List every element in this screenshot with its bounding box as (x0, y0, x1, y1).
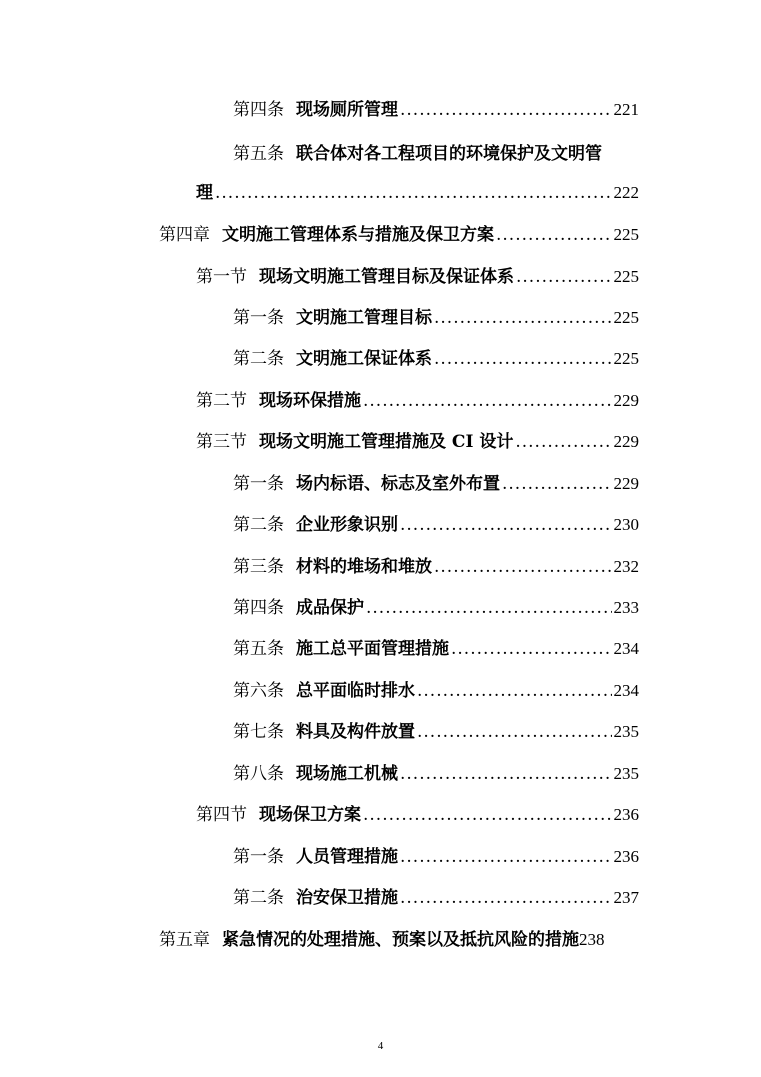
toc-entry-page: 232 (613, 557, 639, 576)
toc-entry-number: 第五条 (233, 144, 284, 164)
toc-entry-number: 第五章 (159, 930, 210, 950)
toc-entry[interactable] (233, 597, 639, 619)
toc-entry-page: 237 (613, 888, 639, 907)
toc-leader-dots (502, 473, 612, 495)
toc-entry-page: 236 (613, 805, 639, 824)
toc-leader-dots (451, 638, 612, 660)
toc-entry-number: 第二条 (233, 888, 284, 908)
toc-entry-number: 第四章 (159, 225, 210, 245)
toc-entry[interactable] (233, 348, 639, 370)
toc-entry[interactable] (233, 514, 639, 536)
toc-leader-dots (215, 182, 612, 204)
toc-entry[interactable] (233, 473, 639, 495)
toc-entry-title: 人员管理措施 (296, 847, 398, 867)
toc-entry-page: 221 (613, 100, 639, 119)
toc-entry[interactable] (233, 680, 639, 702)
toc-entry-page: 225 (613, 267, 639, 286)
toc-entry-number: 第一条 (233, 474, 284, 494)
toc-entry-page: 230 (613, 515, 639, 534)
toc-entry[interactable] (196, 266, 639, 288)
toc-entry-number: 第六条 (233, 681, 284, 701)
toc-entry-page: 225 (613, 308, 639, 327)
toc-entry-number: 第二条 (233, 349, 284, 369)
toc-entry-number: 第七条 (233, 722, 284, 742)
toc-entry-title: 文明施工管理目标 (296, 308, 432, 328)
toc-entry-page: 238 (579, 930, 605, 949)
toc-entry-number: 第四条 (233, 100, 284, 120)
toc-leader-dots (417, 721, 612, 743)
toc-entry-page: 235 (613, 764, 639, 783)
toc-entry-number: 第一条 (233, 847, 284, 867)
toc-entry-page: 234 (613, 681, 639, 700)
page-number: 4 (377, 1040, 384, 1052)
toc-entry[interactable] (233, 638, 639, 660)
toc-leader-dots (400, 887, 612, 909)
toc-entry[interactable] (233, 99, 639, 121)
toc-entry[interactable] (233, 143, 639, 165)
toc-leader-dots (363, 804, 612, 826)
toc-entry-number: 第五条 (233, 639, 284, 659)
toc-entry-title: 总平面临时排水 (296, 681, 415, 701)
toc-entry-title: 材料的堆场和堆放 (296, 557, 432, 577)
toc-entry-number: 第二条 (233, 515, 284, 535)
toc-leader-dots (434, 348, 612, 370)
toc-entry[interactable] (233, 887, 639, 909)
toc-leader-dots (434, 307, 612, 329)
toc-entry-title: 施工总平面管理措施 (296, 639, 449, 659)
toc-entry[interactable] (159, 224, 639, 246)
toc-entry-title: 紧急情况的处理措施、预案以及抵抗风险的措施 (222, 930, 579, 950)
toc-leader-dots (400, 846, 612, 868)
toc-entry-title: 现场环保措施 (259, 391, 361, 411)
toc-entry-title: 企业形象识别 (296, 515, 398, 535)
toc-leader-dots (366, 597, 612, 619)
toc-entry-title: 理 (196, 183, 213, 203)
toc-leader-dots (515, 431, 611, 453)
toc-entry-page: 236 (613, 847, 639, 866)
toc-entry[interactable] (233, 763, 639, 785)
toc-entry-page: 225 (613, 225, 639, 244)
toc-entry-title: 现场文明施工管理措施及 CI 设计 (259, 432, 514, 452)
toc-entry-title: 料具及构件放置 (296, 722, 415, 742)
toc-entry[interactable] (196, 804, 639, 826)
toc-entry-title: 成品保护 (296, 598, 364, 618)
toc-entry-number: 第一条 (233, 308, 284, 328)
toc-leader-dots (434, 556, 612, 578)
toc-leader-dots (400, 514, 612, 536)
toc-entry-number: 第二节 (196, 391, 247, 411)
toc-entry-title: 现场文明施工管理目标及保证体系 (259, 267, 514, 287)
toc-entry-number: 第八条 (233, 764, 284, 784)
toc-entry-title: 治安保卫措施 (296, 888, 398, 908)
toc-leader-dots (496, 224, 612, 246)
toc-entry-page: 233 (613, 598, 639, 617)
toc-leader-dots (400, 99, 612, 121)
toc-entry-title: 文明施工保证体系 (296, 349, 432, 369)
toc-entry-page: 229 (613, 391, 639, 410)
toc-leader-dots (516, 266, 612, 288)
toc-entry-title: 现场保卫方案 (259, 805, 361, 825)
toc-entry[interactable] (233, 556, 639, 578)
toc-leader-dots (400, 763, 612, 785)
toc-entry[interactable] (233, 721, 639, 743)
toc-entry-title: 文明施工管理体系与措施及保卫方案 (222, 225, 494, 245)
toc-entry-number: 第四条 (233, 598, 284, 618)
toc-entry-page: 225 (613, 349, 639, 368)
toc-entry-page: 229 (613, 474, 639, 493)
toc-entry[interactable] (159, 929, 639, 951)
toc-entry-title: 联合体对各工程项目的环境保护及文明管 (296, 144, 602, 164)
toc-entry[interactable] (196, 431, 639, 453)
toc-entry-title: 场内标语、标志及室外布置 (296, 474, 500, 494)
toc-leader-dots (363, 390, 612, 412)
toc-entry[interactable] (233, 846, 639, 868)
toc-entry-number: 第三节 (196, 432, 247, 452)
toc-entry-page: 234 (613, 639, 639, 658)
toc-entry-title: 现场施工机械 (296, 764, 398, 784)
toc-entry-title: 现场厕所管理 (296, 100, 398, 120)
toc-entry[interactable] (196, 390, 639, 412)
toc-entry-continuation[interactable] (196, 182, 639, 204)
toc-entry-page: 235 (613, 722, 639, 741)
toc-entry-page: 229 (613, 432, 639, 451)
toc-leader-dots (417, 680, 612, 702)
toc-entry[interactable] (233, 307, 639, 329)
toc-entry-number: 第一节 (196, 267, 247, 287)
toc-entry-number: 第四节 (196, 805, 247, 825)
toc-entry-number: 第三条 (233, 557, 284, 577)
toc-entry-page: 222 (613, 183, 639, 202)
